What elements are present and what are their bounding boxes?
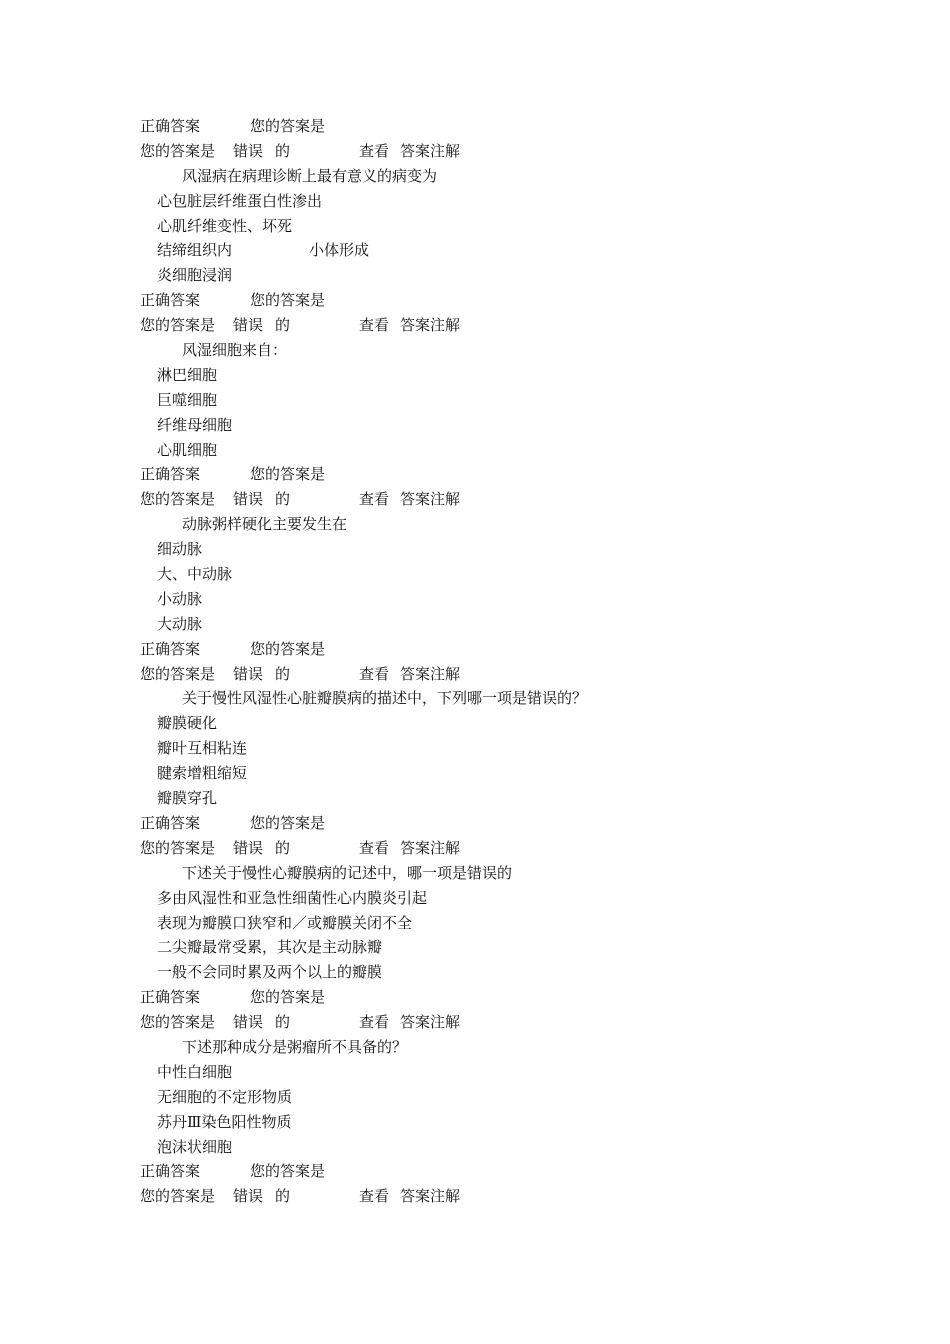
correct-answer-label: 正确答案 xyxy=(140,291,201,310)
answer-note-link[interactable]: 答案注解 xyxy=(400,141,461,160)
answer-note-link[interactable]: 答案注解 xyxy=(400,664,461,683)
option-item[interactable]: 大动脉 xyxy=(157,614,203,633)
quiz-document xyxy=(140,114,900,1209)
wrong-label: 错误 xyxy=(233,316,264,335)
your-answer-label: 您的答案是 xyxy=(250,639,326,658)
correct-answer-label: 正确答案 xyxy=(140,465,201,484)
view-link[interactable]: 查看 xyxy=(359,664,390,683)
option-item[interactable]: 心包脏层纤维蛋白性渗出 xyxy=(157,191,323,210)
answer-status-row xyxy=(140,1010,900,1035)
answer-status-row xyxy=(140,1184,900,1209)
your-answer-label: 您的答案是 xyxy=(140,1187,216,1206)
your-answer-label: 您的答案是 xyxy=(250,988,326,1007)
correct-answer-label: 正确答案 xyxy=(140,117,201,135)
answer-note-link[interactable]: 答案注解 xyxy=(400,490,461,509)
view-link[interactable]: 查看 xyxy=(359,1013,390,1032)
answer-note-link[interactable]: 答案注解 xyxy=(400,1187,461,1206)
answer-status-row xyxy=(140,313,900,338)
option-item[interactable]: 无细胞的不定形物质 xyxy=(157,1087,293,1106)
view-link[interactable]: 查看 xyxy=(359,838,390,857)
option-item[interactable]: 纤维母细胞 xyxy=(157,415,233,434)
option-item[interactable]: 大、中动脉 xyxy=(157,565,233,584)
answer-note-link[interactable]: 答案注解 xyxy=(400,316,461,335)
option-item[interactable]: 细动脉 xyxy=(157,540,203,559)
correct-answer-label: 正确答案 xyxy=(140,813,201,832)
correct-answer-label: 正确答案 xyxy=(140,988,201,1007)
question-text: 关于慢性风湿性心脏瓣膜病的描述中，下列哪一项是错误的？ xyxy=(182,689,588,708)
your-answer-label: 您的答案是 xyxy=(250,291,326,310)
question-text: 动脉粥样硬化主要发生在 xyxy=(182,515,348,534)
option-item[interactable]: 二尖瓣最常受累，其次是主动脉瓣 xyxy=(157,938,383,957)
correct-answer-label: 正确答案 xyxy=(140,1162,201,1181)
option-item[interactable]: 多由风湿性和亚急性细菌性心内膜炎引起 xyxy=(157,888,428,907)
wrong-label: 错误 xyxy=(233,664,264,683)
your-answer-label: 您的答案是 xyxy=(140,141,216,160)
option-item[interactable]: 炎细胞浸润 xyxy=(157,266,233,285)
wrong-label: 错误 xyxy=(233,490,264,509)
correct-answer-row xyxy=(140,462,900,487)
your-answer-label: 您的答案是 xyxy=(250,465,326,484)
your-answer-label: 您的答案是 xyxy=(250,813,326,832)
option-item[interactable]: 腱索增粗缩短 xyxy=(157,764,248,783)
option-item[interactable]: 瓣膜硬化 xyxy=(157,714,218,733)
option-item[interactable]: 瓣叶互相粘连 xyxy=(157,739,248,758)
view-link[interactable]: 查看 xyxy=(359,316,390,335)
your-answer-label: 您的答案是 xyxy=(140,838,216,857)
option-item[interactable]: 心肌细胞 xyxy=(157,440,218,459)
wrong-label: 错误 xyxy=(233,141,264,160)
option-item[interactable]: 瓣膜穿孔 xyxy=(157,789,218,808)
option-item[interactable] xyxy=(140,238,900,263)
of-label: 的 xyxy=(275,490,291,509)
option-item[interactable]: 一般不会同时累及两个以上的瓣膜 xyxy=(157,963,383,982)
question-text: 风湿病在病理诊断上最有意义的病变为 xyxy=(182,166,438,185)
answer-status-row xyxy=(140,662,900,687)
of-label: 的 xyxy=(275,1187,291,1206)
question-text: 风湿细胞来自： xyxy=(182,341,288,360)
of-label: 的 xyxy=(275,664,291,683)
option-text: 结缔组织内 xyxy=(157,241,233,260)
wrong-label: 错误 xyxy=(233,1187,264,1206)
option-text-extra: 小体形成 xyxy=(309,241,370,260)
correct-answer-row xyxy=(140,637,900,662)
question-text: 下述关于慢性心瓣膜病的记述中，哪一项是错误的 xyxy=(182,863,513,882)
wrong-label: 错误 xyxy=(233,838,264,857)
question-text: 下述那种成分是粥瘤所不具备的？ xyxy=(182,1037,408,1056)
option-item[interactable]: 巨噬细胞 xyxy=(157,390,218,409)
answer-status-row xyxy=(140,836,900,861)
your-answer-label: 您的答案是 xyxy=(250,1162,326,1181)
option-item[interactable]: 表现为瓣膜口狭窄和／或瓣膜关闭不全 xyxy=(157,913,413,932)
answer-status-row xyxy=(140,487,900,512)
of-label: 的 xyxy=(275,141,291,160)
correct-answer-row xyxy=(140,114,900,139)
correct-answer-label: 正确答案 xyxy=(140,639,201,658)
option-item[interactable]: 小动脉 xyxy=(157,589,203,608)
correct-answer-row xyxy=(140,811,900,836)
your-answer-label: 您的答案是 xyxy=(140,316,216,335)
view-link[interactable]: 查看 xyxy=(359,141,390,160)
correct-answer-row xyxy=(140,985,900,1010)
option-item[interactable]: 苏丹Ⅲ染色阳性物质 xyxy=(157,1112,292,1131)
of-label: 的 xyxy=(275,316,291,335)
option-item[interactable]: 中性白细胞 xyxy=(157,1062,233,1081)
option-item[interactable]: 淋巴细胞 xyxy=(157,365,218,384)
correct-answer-row xyxy=(140,1159,900,1184)
correct-answer-row xyxy=(140,288,900,313)
view-link[interactable]: 查看 xyxy=(359,1187,390,1206)
option-item[interactable]: 心肌纤维变性、坏死 xyxy=(157,216,293,235)
your-answer-label: 您的答案是 xyxy=(250,117,326,135)
view-link[interactable]: 查看 xyxy=(359,490,390,509)
wrong-label: 错误 xyxy=(233,1013,264,1032)
your-answer-label: 您的答案是 xyxy=(140,1013,216,1032)
of-label: 的 xyxy=(275,838,291,857)
answer-note-link[interactable]: 答案注解 xyxy=(400,1013,461,1032)
of-label: 的 xyxy=(275,1013,291,1032)
answer-status-row xyxy=(140,139,900,164)
your-answer-label: 您的答案是 xyxy=(140,490,216,509)
option-item[interactable]: 泡沫状细胞 xyxy=(157,1137,233,1156)
your-answer-label: 您的答案是 xyxy=(140,664,216,683)
answer-note-link[interactable]: 答案注解 xyxy=(400,838,461,857)
